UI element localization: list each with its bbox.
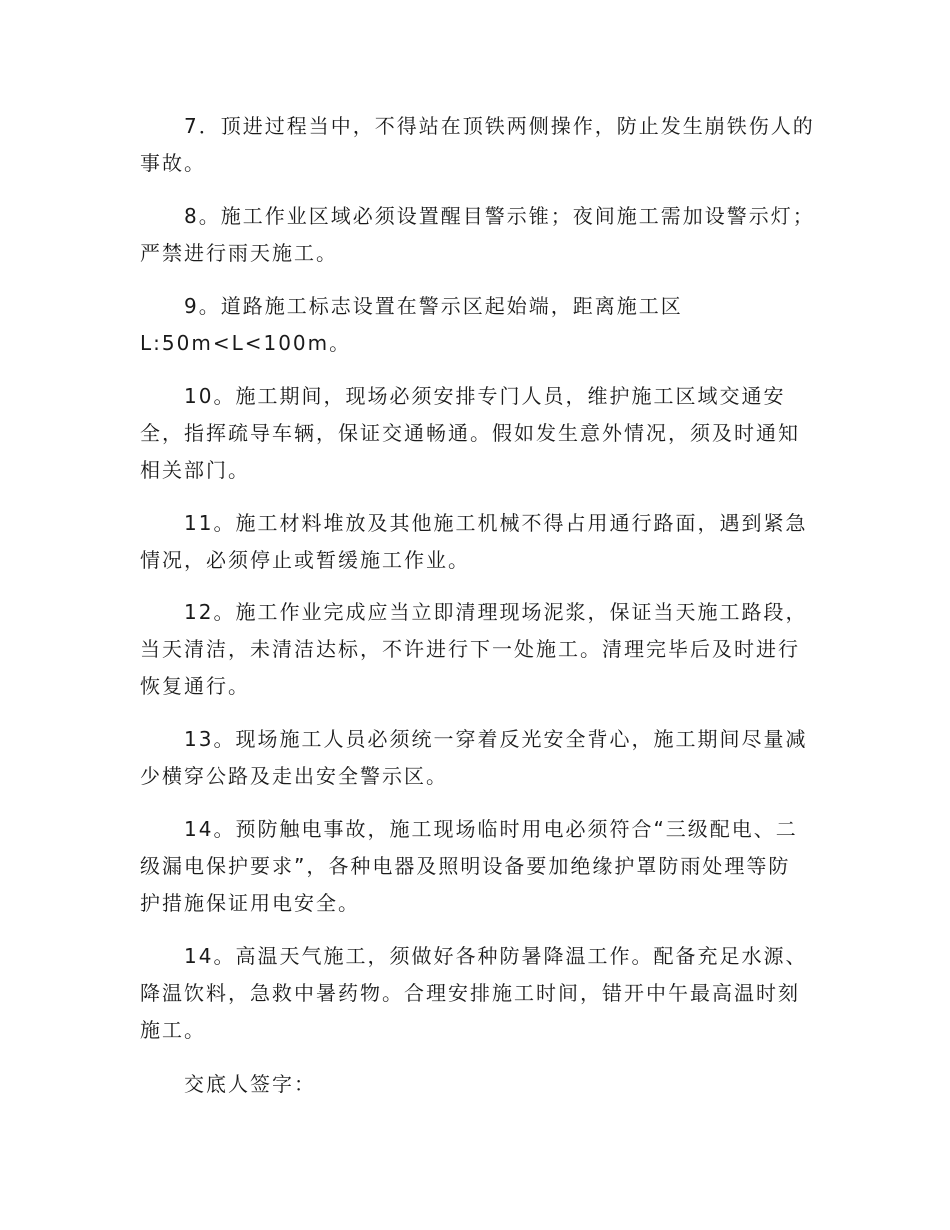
paragraph-line: L:50m<L<100m。 [140, 331, 352, 355]
signature-label: 交底人签字： [184, 1072, 316, 1096]
paragraph-line: 护措施保证用电安全。 [140, 891, 360, 915]
paragraph-line: 当天清洁，未清洁达标，不许进行下一处施工。清理完毕后及时进行 [140, 637, 800, 661]
paragraph-line: 7．顶进过程当中，不得站在顶铁两侧操作，防止发生崩铁伤人的 [184, 114, 815, 138]
paragraph-line: 14。高温天气施工，须做好各种防暑降温工作。配备充足水源、 [184, 944, 808, 968]
paragraph-line: 全，指挥疏导车辆，保证交通畅通。假如发生意外情况，须及时通知 [140, 421, 800, 445]
paragraph-item-13 [140, 721, 810, 795]
paragraph-line: 严禁进行雨天施工。 [140, 241, 338, 265]
paragraph-item-10 [140, 378, 810, 489]
paragraph-item-14a [140, 811, 810, 922]
paragraph-line: 情况，必须停止或暂缓施工作业。 [140, 548, 470, 572]
paragraph-line: 施工。 [140, 1018, 206, 1042]
paragraph-item-14b [140, 938, 810, 1049]
paragraph-line: 级漏电保护要求”，各种电器及照明设备要加绝缘护罩防雨处理等防 [140, 854, 791, 878]
paragraph-line: 事故。 [140, 151, 206, 175]
paragraph-line: 10。施工期间，现场必须安排专门人员，维护施工区域交通安 [184, 384, 786, 408]
paragraph-line: 12。施工作业完成应当立即清理现场泥浆，保证当天施工路段， [184, 600, 808, 624]
paragraph-line: 8。施工作业区域必须设置醒目警示锥；夜间施工需加设警示灯； [184, 204, 815, 228]
paragraph-line: 13。现场施工人员必须统一穿着反光安全背心，施工期间尽量减 [184, 727, 808, 751]
paragraph-item-7 [140, 108, 815, 182]
paragraph-line: 11。施工材料堆放及其他施工机械不得占用通行路面，遇到紧急 [184, 511, 808, 535]
paragraph-line: 相关部门。 [140, 458, 250, 482]
paragraph-line: 14。预防触电事故，施工现场临时用电必须符合“三级配电、二 [184, 817, 798, 841]
paragraph-item-9 [140, 288, 810, 362]
paragraph-line: 降温饮料，急救中暑药物。合理安排施工时间，错开中午最高温时刻 [140, 981, 800, 1005]
paragraph-line: 恢复通行。 [140, 674, 250, 698]
paragraph-line: 少横穿公路及走出安全警示区。 [140, 764, 448, 788]
paragraph-item-8 [140, 198, 815, 272]
paragraph-item-12 [140, 594, 810, 705]
paragraph-line: 9。道路施工标志设置在警示区起始端，距离施工区 [184, 294, 683, 318]
paragraph-item-11 [140, 505, 810, 579]
